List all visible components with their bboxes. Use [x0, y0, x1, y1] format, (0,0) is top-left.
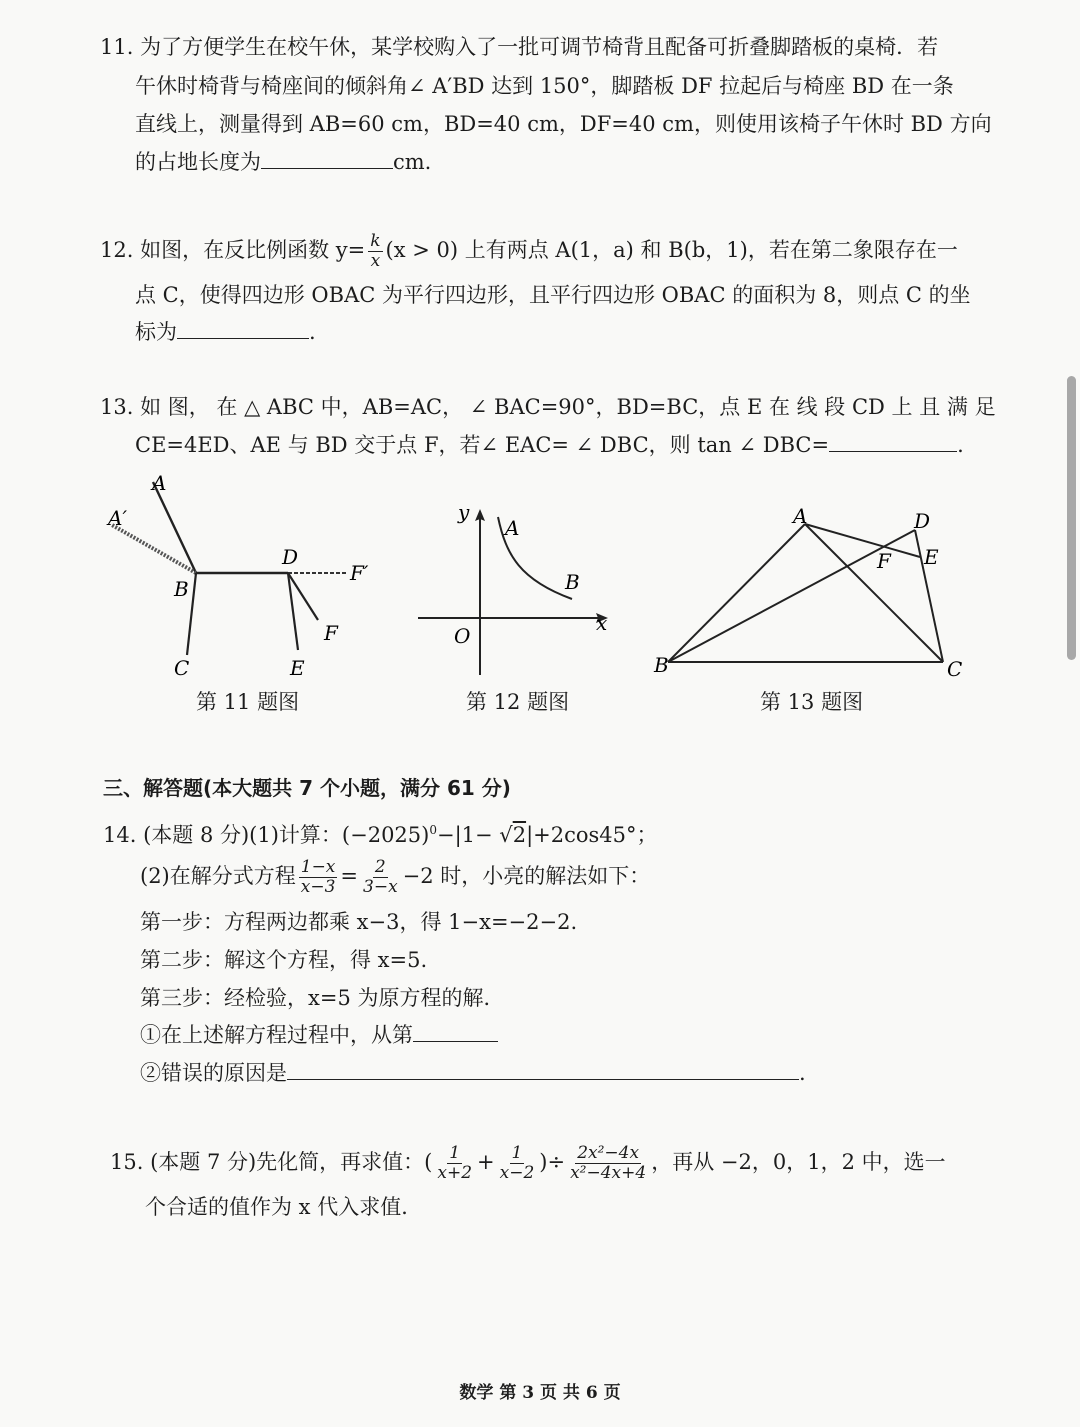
fig12-label-A: A	[505, 516, 520, 540]
fig13-label-F: F	[877, 549, 891, 573]
fig13-label-B: B	[654, 653, 669, 677]
figure-12	[410, 495, 620, 680]
q12-line-1	[100, 232, 958, 271]
q15-fraction-1-denominator: x+2	[437, 1163, 473, 1183]
q12-line-1-prefix: 12. 如图，在反比例函数 y=	[100, 238, 366, 262]
q12-line-3	[135, 318, 316, 346]
q14-sub-2-period: .	[799, 1061, 806, 1085]
fig12-label-O: O	[454, 624, 471, 648]
q14-part-1-suffix: |+2cos45°；	[526, 823, 658, 847]
q11-line-4	[135, 148, 431, 176]
q12-fraction-denominator: x	[370, 251, 381, 271]
fig11-label-B: B	[174, 577, 189, 601]
q14-fraction-1	[299, 858, 338, 897]
fig12-label-B: B	[565, 570, 580, 594]
q11-line-2: 午休时椅背与椅座间的倾斜角∠ A′BD 达到 150°，脚踏板 DF 拉起后与椅座 BD 在一条	[135, 74, 954, 98]
q15-divide: )÷	[539, 1150, 566, 1174]
fig13-label-A: A	[793, 504, 808, 528]
q15-line-1	[110, 1144, 946, 1183]
q12-line-1-suffix: (x > 0) 上有两点 A(1，a) 和 B(b，1)，若在第二象限存在一	[385, 238, 958, 262]
q13-answer-blank[interactable]	[829, 431, 957, 452]
q13-line-2-period: .	[957, 433, 964, 457]
q15-fraction-1-numerator: 1	[449, 1143, 461, 1163]
q12-line-3-text: 标为	[135, 320, 177, 344]
q11-answer-blank[interactable]	[261, 148, 393, 169]
q15-fraction-3-denominator: x²−4x+4	[570, 1163, 647, 1183]
fig12-label-y: y	[458, 500, 470, 524]
q11-line-1: 11. 为了方便学生在校午休，某学校购入了一批可调节椅背且配备可折叠脚踏板的桌椅．若	[100, 35, 939, 59]
q14-part-2-suffix: −2 时，小亮的解法如下：	[402, 864, 651, 888]
q14-sub-1-text: ①在上述解方程过程中，从第	[140, 1023, 413, 1047]
q15-fraction-2	[498, 1144, 537, 1183]
fig11-label-E: E	[290, 656, 305, 680]
figure-13	[650, 500, 970, 685]
q12-line-2: 点 C，使得四边形 OBAC 为平行四边形，且平行四边形 OBAC 的面积为 8，则点 C 的坐	[135, 283, 971, 307]
q14-fraction-2-denominator: 3−x	[363, 877, 398, 897]
q14-equals: =	[340, 864, 359, 888]
fig11-label-A-prime: A′	[108, 506, 127, 530]
q11-unit: cm.	[393, 150, 432, 174]
q14-sqrt-value: 2	[512, 823, 527, 847]
fig12-caption: 第 12 题图	[466, 690, 570, 714]
fig13-label-D: D	[914, 509, 931, 533]
q14-sub-2-blank[interactable]	[287, 1059, 799, 1080]
q14-sqrt-sign: √	[499, 823, 513, 847]
q15-line-2: 个合适的值作为 x 代入求值．	[145, 1195, 423, 1219]
q13-line-1: 13. 如 图， 在 △ ABC 中，AB=AC， ∠ BAC=90°，BD=BC，点 E 在 线 段 CD 上 且 满 足	[100, 395, 996, 419]
q14-part-1	[103, 816, 658, 849]
fig13-label-E: E	[924, 545, 939, 569]
vertical-scrollbar[interactable]	[1067, 376, 1076, 660]
q14-step-1: 第一步：方程两边都乘 x−3，得 1−x=−2−2.	[140, 910, 578, 934]
q14-fraction-1-denominator: x−3	[300, 877, 336, 897]
fig11-label-D: D	[282, 545, 299, 569]
q14-part-1-abs: −|1−	[436, 823, 500, 847]
q14-step-3: 第三步：经检验，x=5 为原方程的解．	[140, 986, 505, 1010]
page-footer: 数学 第 3 页 共 6 页	[459, 1383, 621, 1403]
fig11-label-F-prime: F′	[350, 561, 369, 585]
fig11-label-F: F	[324, 621, 338, 645]
q12-line-3-period: .	[309, 320, 316, 344]
q15-fraction-2-denominator: x−2	[499, 1163, 535, 1183]
q15-fraction-3-numerator: 2x²−4x	[577, 1143, 640, 1163]
q14-fraction-2	[361, 858, 400, 897]
q14-step-2: 第二步：解这个方程，得 x=5.	[140, 948, 428, 972]
fig13-label-C: C	[947, 657, 963, 681]
q15-plus: +	[477, 1150, 495, 1174]
figure-11	[100, 470, 400, 685]
q12-fraction-numerator: k	[370, 231, 381, 251]
q13-line-2-text: CE=4ED、AE 与 BD 交于点 F，若∠ EAC= ∠ DBC，则 tan ∠ DBC=	[135, 433, 830, 457]
q14-part-1-prefix: 14. (本题 8 分)(1)计算：(−2025)	[103, 823, 430, 847]
q15-fraction-2-numerator: 1	[511, 1143, 523, 1163]
q15-fraction-1	[435, 1144, 474, 1183]
q15-fraction-3	[568, 1144, 648, 1183]
fig11-caption: 第 11 题图	[196, 690, 300, 714]
q14-exponent: 0	[429, 823, 437, 837]
q15-suffix: ，再从 −2，0，1，2 中，选一	[651, 1150, 946, 1174]
q14-sub-1	[140, 1021, 498, 1049]
q14-sub-1-blank[interactable]	[413, 1021, 498, 1042]
q15-prefix: 15. (本题 7 分)先化简，再求值：(	[110, 1150, 433, 1174]
section-3-title: 三、解答题(本大题共 7 个小题，满分 61 分)	[103, 776, 511, 800]
q13-line-2	[135, 431, 964, 459]
q12-answer-blank[interactable]	[177, 318, 309, 339]
q14-fraction-1-numerator: 1−x	[300, 857, 336, 877]
q14-sub-2	[140, 1059, 806, 1087]
q12-fraction	[368, 232, 382, 271]
q14-part-2-prefix: (2)在解分式方程	[140, 864, 296, 888]
fig11-label-C: C	[174, 656, 190, 680]
fig13-caption: 第 13 题图	[760, 690, 864, 714]
q11-line-3: 直线上，测量得到 AB=60 cm，BD=40 cm，DF=40 cm，则使用该椅子午休时 BD 方向	[135, 112, 992, 136]
q11-line-4-text: 的占地长度为	[135, 150, 261, 174]
q14-sub-2-text: ②错误的原因是	[140, 1061, 287, 1085]
fig11-label-A: A	[152, 471, 167, 495]
q14-fraction-2-numerator: 2	[374, 857, 386, 877]
fig13-segment-AB	[668, 524, 805, 662]
fig12-label-x: x	[596, 611, 608, 635]
q14-part-2	[140, 858, 650, 897]
